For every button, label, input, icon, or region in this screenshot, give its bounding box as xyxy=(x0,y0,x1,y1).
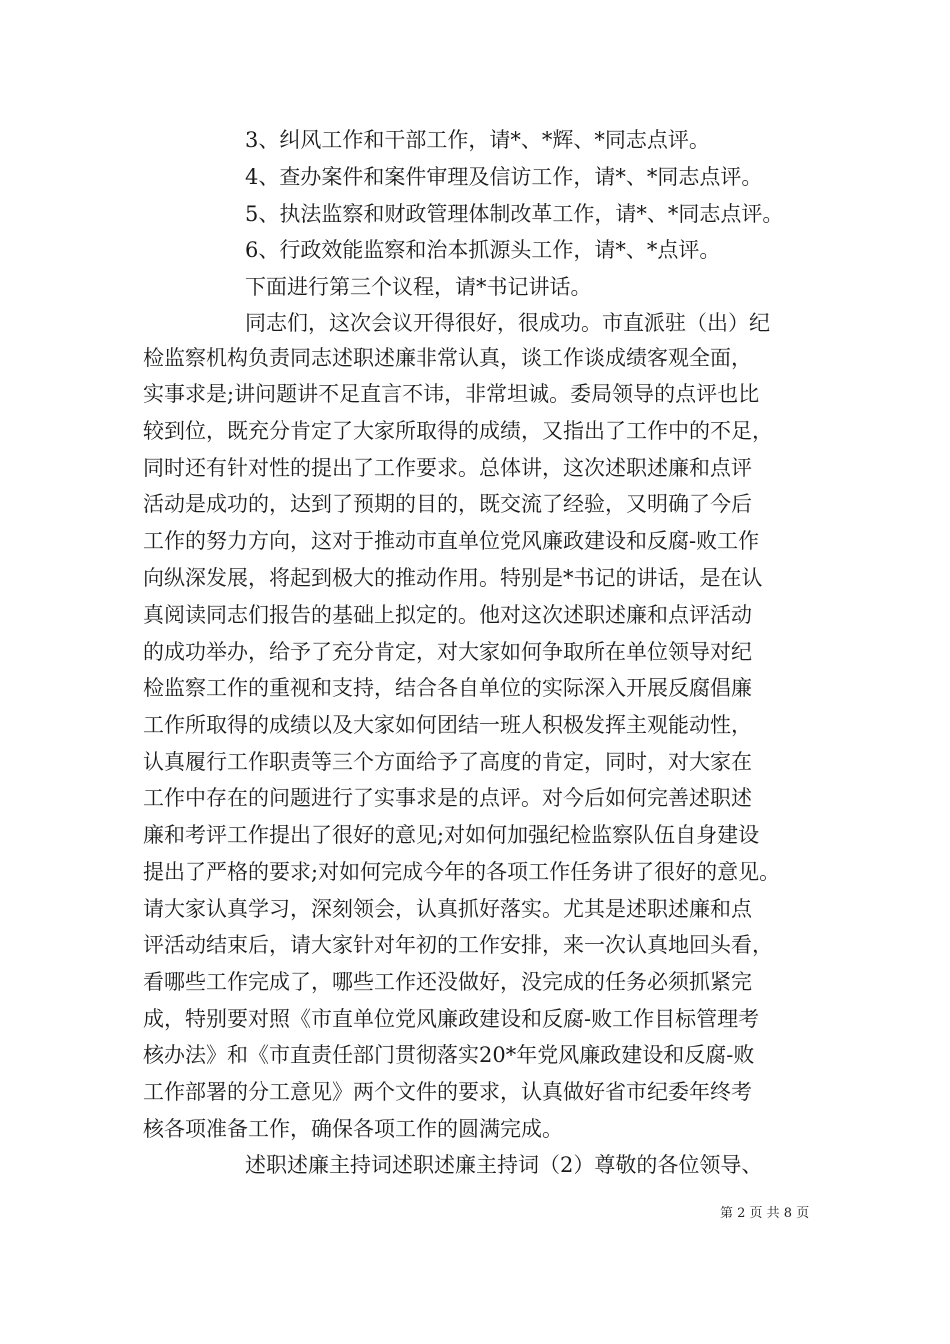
agenda-item-6: 6、行政效能监察和治本抓源头工作，请*、*点评。 xyxy=(245,238,721,262)
page-number: 第 2 页 共 8 页 xyxy=(720,1206,810,1221)
next-section-heading: 述职述廉主持词述职述廉主持词（2）尊敬的各位领导、 xyxy=(245,1153,763,1177)
paragraph-line: 成，特别要对照《市直单位党风廉政建设和反腐-败工作目标管理考 xyxy=(143,1007,760,1031)
paragraph-line: 真阅读同志们报告的基础上拟定的。他对这次述职述廉和点评活动 xyxy=(143,603,752,627)
paragraph-line: 认真履行工作职责等三个方面给予了高度的肯定，同时，对大家在 xyxy=(143,750,752,774)
agenda-item-5: 5、执法监察和财政管理体制改革工作，请*、*同志点评。 xyxy=(245,202,784,226)
paragraph-line: 同时还有针对性的提出了工作要求。总体讲，这次述职述廉和点评 xyxy=(143,456,752,480)
paragraph-line: 廉和考评工作提出了很好的意见;对如何加强纪检监察队伍自身建设 xyxy=(143,823,760,847)
paragraph-line: 评活动结束后，请大家针对年初的工作安排，来一次认真地回头看， xyxy=(143,933,773,957)
agenda-item-4: 4、查办案件和案件审理及信访工作，请*、*同志点评。 xyxy=(245,165,763,189)
paragraph-line: 同志们，这次会议开得很好，很成功。市直派驻（出）纪 xyxy=(245,311,770,335)
paragraph-line: 检监察机构负责同志述职述廉非常认真，谈工作谈成绩客观全面， xyxy=(143,346,752,370)
paragraph-line: 工作中存在的问题进行了实事求是的点评。对今后如何完善述职述 xyxy=(143,786,752,810)
paragraph-line: 较到位，既充分肯定了大家所取得的成绩，又指出了工作中的不足， xyxy=(143,419,773,443)
paragraph-line: 提出了严格的要求;对如何完成今年的各项工作任务讲了很好的意见。 xyxy=(143,860,781,884)
paragraph-line: 活动是成功的，达到了预期的目的，既交流了经验，又明确了今后 xyxy=(143,492,752,516)
agenda-third-item: 下面进行第三个议程，请*书记讲话。 xyxy=(245,275,592,299)
paragraph-line: 看哪些工作完成了，哪些工作还没做好，没完成的任务必须抓紧完 xyxy=(143,970,752,994)
paragraph-line: 实事求是;讲问题讲不足直言不讳，非常坦诚。委局领导的点评也比 xyxy=(143,382,760,406)
paragraph-line: 核各项准备工作，确保各项工作的圆满完成。 xyxy=(143,1117,563,1141)
paragraph-line: 工作部署的分工意见》两个文件的要求，认真做好省市纪委年终考 xyxy=(143,1080,752,1104)
paragraph-line: 的成功举办，给予了充分肯定，对大家如何争取所在单位领导对纪 xyxy=(143,640,752,664)
paragraph-line: 工作所取得的成绩以及大家如何团结一班人积极发挥主观能动性， xyxy=(143,713,752,737)
paragraph-line: 请大家认真学习，深刻领会，认真抓好落实。尤其是述职述廉和点 xyxy=(143,897,752,921)
paragraph-line: 向纵深发展，将起到极大的推动作用。特别是*书记的讲话，是在认 xyxy=(143,566,763,590)
agenda-item-3: 3、纠风工作和干部工作，请*、*辉、*同志点评。 xyxy=(245,128,710,152)
paragraph-line: 检监察工作的重视和支持，结合各自单位的实际深入开展反腐倡廉 xyxy=(143,676,752,700)
paragraph-line: 核办法》和《市直责任部门贯彻落实20*年党风廉政建设和反腐-败 xyxy=(143,1043,755,1067)
paragraph-line: 工作的努力方向，这对于推动市直单位党风廉政建设和反腐-败工作 xyxy=(143,529,760,553)
